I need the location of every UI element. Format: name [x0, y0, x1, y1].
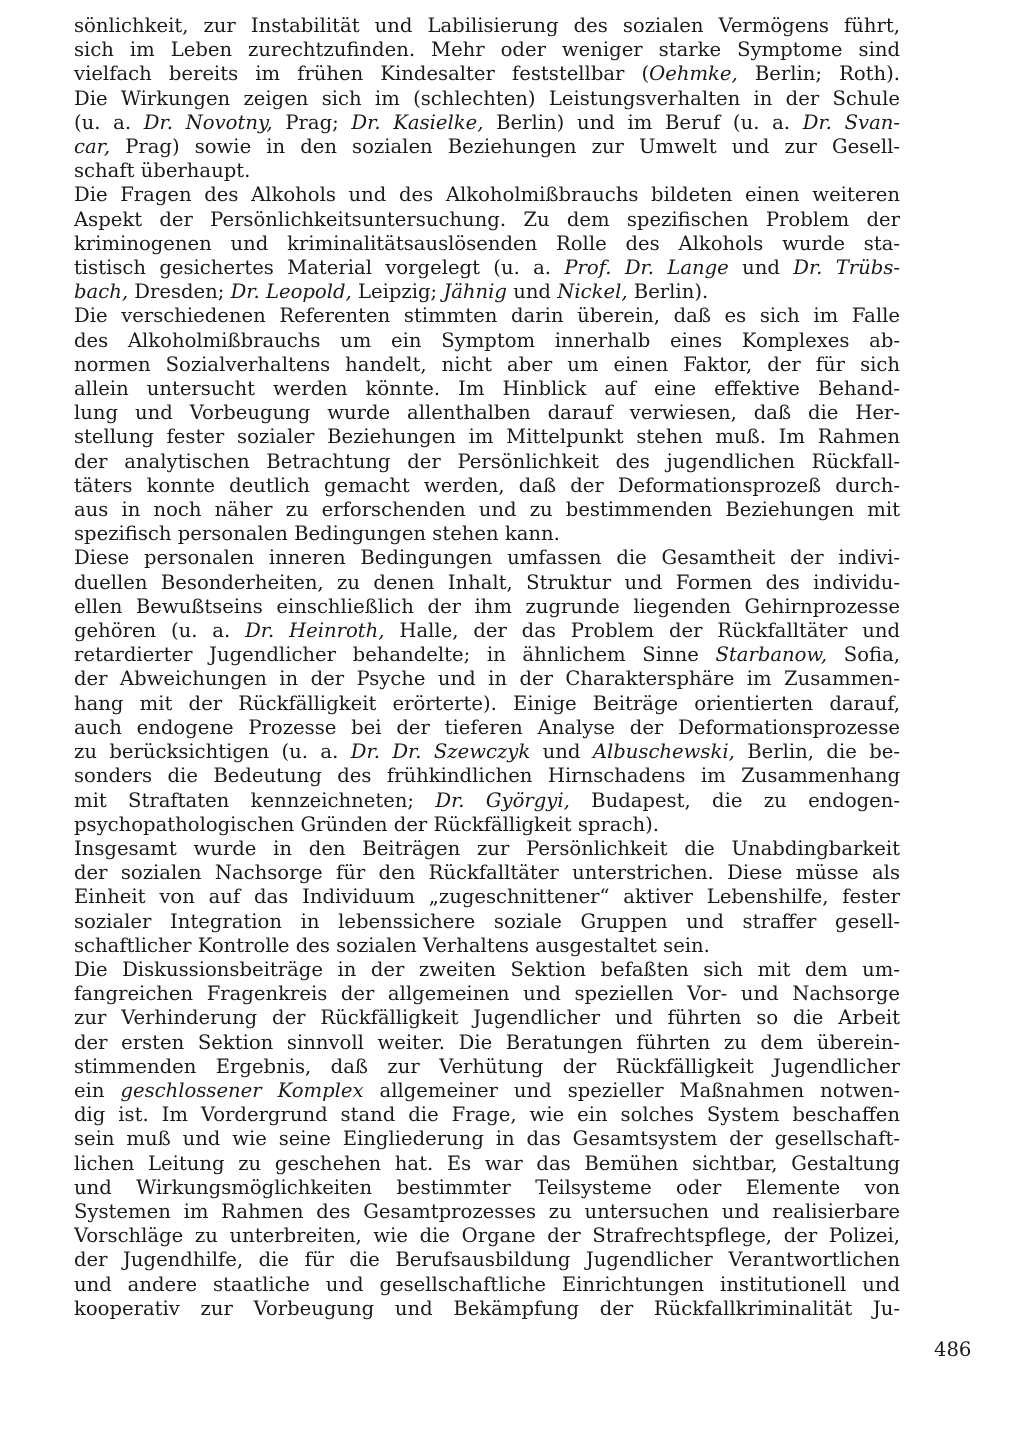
text-line: Die Wirkungen zeigen sich im (schlechten) Leistungsverhalten in der Schule: [74, 86, 900, 110]
text-line: der ersten Sektion sinnvoll weiter. Die Beratungen führten zu dem überein-: [74, 1030, 900, 1054]
text-line: sozialer Integration in lebenssichere soziale Gruppen und straffer gesell-: [74, 909, 900, 933]
text-line: der analytischen Betrachtung der Persönlichkeit des jugendlichen Rückfall-: [74, 449, 900, 473]
text-line: spezifisch personalen Bedingungen stehen kann.: [74, 522, 560, 546]
text-line: kooperativ zur Vorbeugung und Bekämpfung der Rückfallkriminalität Ju-: [74, 1296, 900, 1320]
text-line: tistisch gesichertes Material vorgelegt (u. a. Prof. Dr. Lange und Dr. Trübs-: [74, 256, 900, 280]
text-line: aus in noch näher zu erforschenden und zu bestimmenden Beziehungen mit: [74, 498, 900, 522]
text-line: sich im Leben zurechtzufinden. Mehr oder weniger starke Symptome sind: [74, 38, 900, 62]
text-line: retardierter Jugendlicher behandelte; in ähnlichem Sinne Starbanow, Sofia,: [74, 643, 900, 667]
paragraph: [74, 546, 900, 836]
text-line: psychopathologischen Gründen der Rückfälligkeit sprach).: [74, 812, 659, 836]
text-line: vielfach bereits im frühen Kindesalter feststellbar (Oehmke, Berlin; Roth).: [74, 62, 900, 86]
text-line: stimmenden Ergebnis, daß zur Verhütung der Rückfälligkeit Jugendlicher: [74, 1054, 900, 1078]
text-line: lichen Leitung zu geschehen hat. Es war das Bemühen sichtbar, Gestaltung: [74, 1151, 900, 1175]
text-line: car, Prag) sowie in den sozialen Beziehungen zur Umwelt und zur Gesell-: [74, 135, 900, 159]
text-line: ellen Bewußtseins einschließlich der ihm zugrunde liegenden Gehirnprozesse: [74, 594, 900, 618]
text-line: Insgesamt wurde in den Beiträgen zur Persönlichkeit die Unabdingbarkeit: [74, 836, 900, 860]
text-line: sein muß und wie seine Eingliederung in das Gesamtsystem der gesellschaft-: [74, 1127, 900, 1151]
text-line: hang mit der Rückfälligkeit erörterte). Einige Beiträge orientierten darauf,: [74, 691, 900, 715]
text-line: schaft überhaupt.: [74, 159, 251, 183]
text-line: duellen Besonderheiten, zu denen Inhalt, Struktur und Formen des individu-: [74, 570, 900, 594]
paragraph: [74, 958, 900, 1321]
text-line: normen Sozialverhaltens handelt, nicht aber um einen Faktor, der für sich: [74, 352, 900, 376]
paragraph: [74, 304, 900, 546]
text-line: des Alkoholmißbrauchs um ein Symptom innerhalb eines Komplexes ab-: [74, 328, 900, 352]
text-line: gehören (u. a. Dr. Heinroth, Halle, der das Problem der Rückfalltäter und: [74, 619, 900, 643]
paragraph: [74, 837, 900, 958]
text-line: schaftlicher Kontrolle des sozialen Verhaltens ausgestaltet sein.: [74, 933, 710, 957]
text-line: zu berücksichtigen (u. a. Dr. Dr. Szewczyk und Albuschewski, Berlin, die be-: [74, 740, 900, 764]
text-line: stellung fester sozialer Beziehungen im Mittelpunkt stehen muß. Im Rahmen: [74, 425, 900, 449]
text-line: täters konnte deutlich gemacht werden, daß der Deformationsprozeß durch-: [74, 473, 900, 497]
text-line: Die Fragen des Alkohols und des Alkoholmißbrauchs bildeten einen weiteren: [74, 183, 900, 207]
text-line: ein geschlossener Komplex allgemeiner und spezieller Maßnahmen notwen-: [74, 1078, 900, 1102]
text-line: fangreichen Fragenkreis der allgemeinen und speziellen Vor- und Nachsorge: [74, 982, 900, 1006]
text-line: der Jugendhilfe, die für die Berufsausbildung Jugendlicher Verantwortlichen: [74, 1248, 900, 1272]
text-line: Systemen im Rahmen des Gesamtprozesses zu untersuchen und realisierbare: [74, 1199, 900, 1223]
text-line: Die Diskussionsbeiträge in der zweiten Sektion befaßten sich mit dem um-: [74, 957, 900, 981]
text-line: sönlichkeit, zur Instabilität und Labilisierung des sozialen Vermögens führt,: [74, 14, 900, 37]
text-line: allein untersucht werden könnte. Im Hinblick auf eine effektive Behand-: [74, 377, 900, 401]
text-line: Die verschiedenen Referenten stimmten darin überein, daß es sich im Falle: [74, 304, 900, 328]
paragraph: [74, 183, 900, 304]
text-line: und Wirkungsmöglichkeiten bestimmter Teilsysteme oder Elemente von: [74, 1175, 900, 1199]
text-line: sonders die Bedeutung des frühkindlichen Hirnschadens im Zusammenhang: [74, 764, 900, 788]
text-line: kriminogenen und kriminalitätsauslösenden Rolle des Alkohols wurde sta-: [74, 231, 900, 255]
text-line: auch endogene Prozesse bei der tieferen Analyse der Deformationsprozesse: [74, 715, 900, 739]
text-line: bach, Dresden; Dr. Leopold, Leipzig; Jähnig und Nickel, Berlin).: [74, 280, 709, 304]
text-line: Vorschläge zu unterbreiten, wie die Organe der Strafrechtspflege, der Polizei,: [74, 1224, 900, 1248]
text-line: Aspekt der Persönlichkeitsuntersuchung. Zu dem spezifischen Problem der: [74, 207, 900, 231]
text-line: der Abweichungen in der Psyche und in der Charaktersphäre im Zusammen-: [74, 667, 900, 691]
text-line: der sozialen Nachsorge für den Rückfalltäter unterstrichen. Diese müsse als: [74, 861, 900, 885]
text-column: [74, 14, 900, 1321]
text-line: lung und Vorbeugung wurde allenthalben darauf verwiesen, daß die Her-: [74, 401, 900, 425]
text-line: mit Straftaten kennzeichneten; Dr. Györgyi, Budapest, die zu endogen-: [74, 788, 900, 812]
text-line: dig ist. Im Vordergrund stand die Frage, wie ein solches System beschaffen: [74, 1103, 900, 1127]
text-line: (u. a. Dr. Novotny, Prag; Dr. Kasielke, Berlin) und im Beruf (u. a. Dr. Svan-: [74, 110, 900, 134]
text-line: Einheit von auf das Individuum „zugeschnittener“ aktiver Lebenshilfe, fester: [74, 885, 900, 909]
text-line: zur Verhinderung der Rückfälligkeit Jugendlicher und führten so die Arbeit: [74, 1006, 900, 1030]
text-line: Diese personalen inneren Bedingungen umfassen die Gesamtheit der indivi-: [74, 546, 900, 570]
text-line: und andere staatliche und gesellschaftliche Einrichtungen institutionell und: [74, 1272, 900, 1296]
page-number: 486: [934, 1338, 972, 1361]
paragraph: [74, 14, 900, 183]
